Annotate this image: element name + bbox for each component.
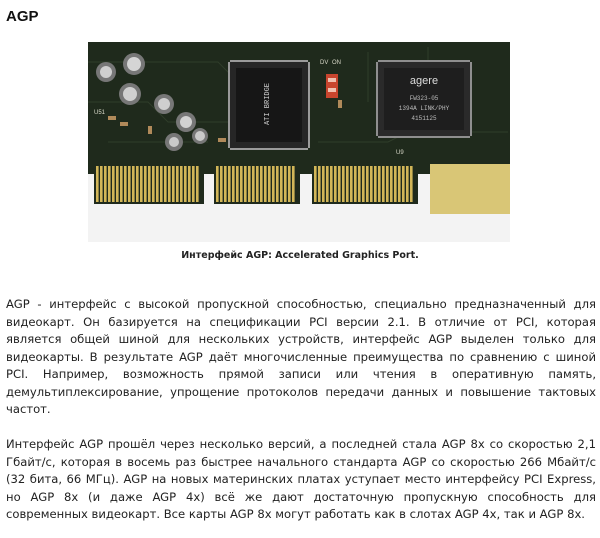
connector-finger (314, 166, 317, 202)
connector-finger (176, 166, 179, 202)
connector-finger (116, 166, 119, 202)
connector-finger (280, 166, 283, 202)
connector-finger (268, 166, 271, 202)
connector-finger (184, 166, 187, 202)
connector-finger (362, 166, 365, 202)
connector-finger (284, 166, 287, 202)
connector-finger (152, 166, 155, 202)
connector-finger (370, 166, 373, 202)
connector-finger (272, 166, 275, 202)
connector-finger (390, 166, 393, 202)
connector-finger (406, 166, 409, 202)
connector-finger (140, 166, 143, 202)
connector-finger (276, 166, 279, 202)
connector-finger (148, 166, 151, 202)
connector-finger (378, 166, 381, 202)
connector-finger (326, 166, 329, 202)
connector-finger (120, 166, 123, 202)
connector-finger (288, 166, 291, 202)
connector-finger (236, 166, 239, 202)
connector-finger (366, 166, 369, 202)
connector-finger (240, 166, 243, 202)
connector-finger (136, 166, 139, 202)
connector-finger (180, 166, 183, 202)
connector-finger (224, 166, 227, 202)
chip-right-model: FW323-05 (409, 95, 439, 102)
connector-finger (172, 166, 175, 202)
connector-finger (334, 166, 337, 202)
connector-finger (168, 166, 171, 202)
connector-finger (156, 166, 159, 202)
connector-finger (196, 166, 199, 202)
connector-finger (260, 166, 263, 202)
connector-finger (394, 166, 397, 202)
chip-right-line3: 4151125 (411, 115, 437, 122)
paragraph-intro: AGP - интерфейс с высокой пропускной способностью, специально предназначенный для видеокарт. Он базируется на спецификации PCI версии 2.1. В отличие от PCI, которая является общей шиной для нескольких устройств, интерфейс AGP выделен только для видеокарты. В результате AGP даёт многочисленные преимущества по сравнению с шиной PCI. Например, возможность прямой записи или чтения в оперативную память, демультиплексирование, упрощение протоколов передачи данных и повышение тактовых частот. (6, 297, 596, 416)
board-label-on: ON (332, 60, 341, 66)
board-label-u51: U51 (94, 110, 106, 116)
connector-finger (220, 166, 223, 202)
connector-finger (330, 166, 333, 202)
connector-finger (112, 166, 115, 202)
chip-left-label: ATI BRIDGE (264, 82, 272, 126)
connector-finger (358, 166, 361, 202)
connector-finger (374, 166, 377, 202)
connector-finger (132, 166, 135, 202)
connector-finger (108, 166, 111, 202)
connector-finger (252, 166, 255, 202)
connector-finger (292, 166, 295, 202)
connector-finger (124, 166, 127, 202)
connector-finger (248, 166, 251, 202)
connector-finger (346, 166, 349, 202)
connector-finger (244, 166, 247, 202)
connector-finger (128, 166, 131, 202)
agp-card-photo (88, 42, 510, 242)
chip-right-brand: agere (409, 75, 439, 87)
chip-right-line2: 1394A LINK/PHY (398, 105, 450, 112)
board-label-dv: DV (320, 60, 329, 66)
page-title: AGP (6, 8, 39, 25)
connector-finger (398, 166, 401, 202)
connector-finger (188, 166, 191, 202)
connector-finger (386, 166, 389, 202)
connector-finger (228, 166, 231, 202)
connector-finger (144, 166, 147, 202)
connector-finger (354, 166, 357, 202)
connector-finger (318, 166, 321, 202)
connector-finger (342, 166, 345, 202)
connector-finger (96, 166, 99, 202)
connector-finger (192, 166, 195, 202)
connector-finger (160, 166, 163, 202)
board-label-u9: U9 (396, 150, 404, 156)
connector-finger (402, 166, 405, 202)
figure-caption: Интерфейс AGP: Accelerated Graphics Port. (181, 250, 419, 261)
connector-finger (322, 166, 325, 202)
connector-finger (104, 166, 107, 202)
connector-finger (350, 166, 353, 202)
connector-finger (164, 166, 167, 202)
connector-finger (232, 166, 235, 202)
connector-finger (100, 166, 103, 202)
connector-finger (216, 166, 219, 202)
connector-finger (256, 166, 259, 202)
connector-finger (410, 166, 413, 202)
paragraph-versions: Интерфейс AGP прошёл через несколько версий, а последней стала AGP 8x со скоростью 2,1 Гбайт/с, которая в восемь раз быстрее начального стандарта AGP со скоростью 266 Мбайт/с (32 бита, 66 МГц). AGP на новых материнских платах уступает место интерфейсу PCI Express, но AGP 8x (и даже AGP 4x) всё же дают достаточную пропускную способность для современных видеокарт. Все карты AGP 8x могут работать как в слотах AGP 4x, так и AGP 8x. (6, 437, 596, 521)
connector-finger (338, 166, 341, 202)
connector-finger (382, 166, 385, 202)
connector-finger (264, 166, 267, 202)
